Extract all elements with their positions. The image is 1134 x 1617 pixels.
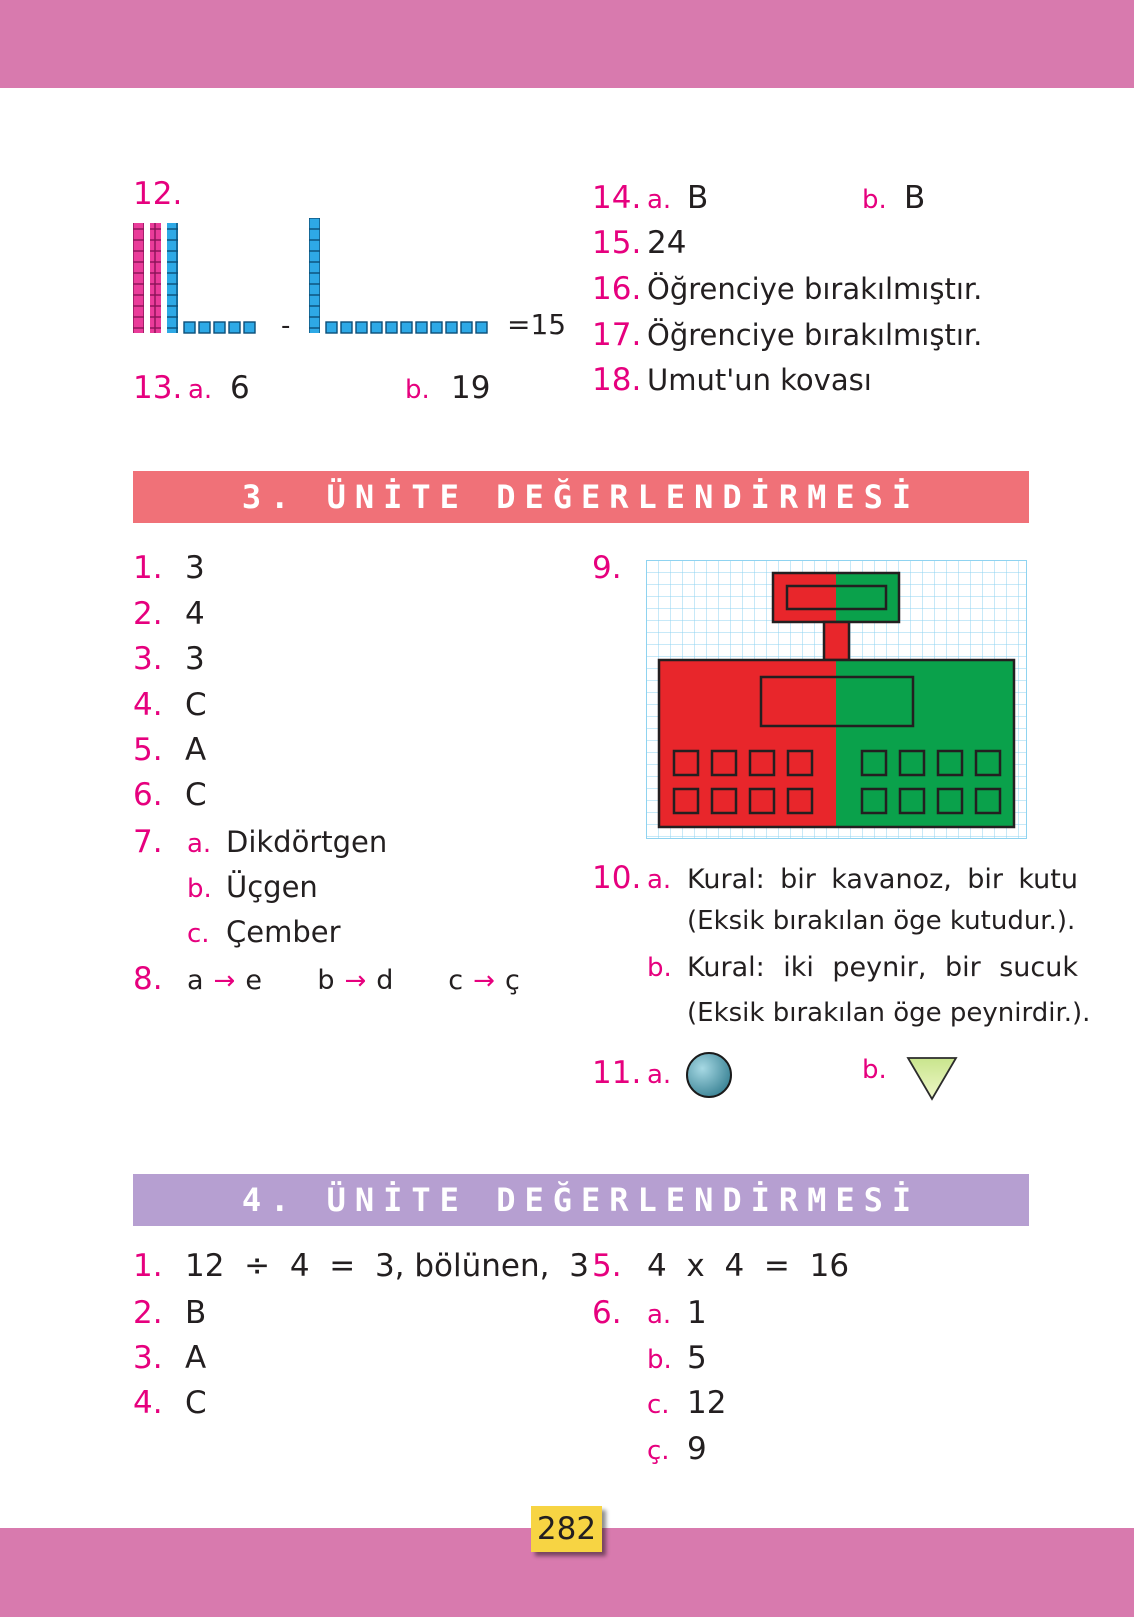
register-body-red [659, 660, 836, 827]
unit4-answer-1: 1. 12 ÷ 4 = 3, bölünen, 3 [133, 1248, 589, 1284]
unit3-answer-3: 3. 3 [133, 641, 205, 677]
unit4-q6-c: c. 12 [647, 1385, 727, 1421]
unit3-answer-5: 5. A [133, 732, 207, 768]
q14: 14. a. B b. B [592, 180, 926, 216]
minus-sign: - [281, 311, 291, 341]
ones-units-left [184, 322, 255, 333]
q18: 18. Umut'un kovası [592, 362, 872, 398]
unit3-answer-4: 4. C [133, 687, 207, 723]
unit3-q11-b: b. [862, 1055, 887, 1085]
q13: 13. a. 6 b. 19 [133, 370, 491, 406]
unit3-q9-number: 9. [592, 550, 622, 586]
circle-shape-icon [684, 1050, 734, 1100]
top-band [0, 0, 1134, 88]
unit3-title: 3. ÜNİTE DEĞERLENDİRMESİ [241, 478, 921, 516]
page-number: 282 [531, 1506, 602, 1552]
q15: 15. 24 [592, 225, 687, 261]
tens-rod-blue-2 [309, 218, 320, 333]
q12-result: =15 [507, 308, 567, 341]
base-ten-blocks-figure [133, 218, 567, 348]
unit3-q7-b: b. Üçgen [187, 870, 318, 904]
unit3-answer-1: 1. 3 [133, 550, 205, 586]
q16: 16. Öğrenciye bırakılmıştır. [592, 271, 983, 307]
cash-register-grid-figure [646, 560, 1027, 839]
tens-rod-blue-1 [167, 223, 178, 333]
unit3-q10-a-line1: 10. a. Kural: bir kavanoz, bir kutu [592, 860, 1078, 896]
triangle-shape-icon [905, 1054, 959, 1102]
unit4-header [133, 1174, 1029, 1226]
arrow-icon: → [473, 966, 495, 996]
unit3-q8: 8. a → e b → d c → ç [133, 961, 520, 997]
unit4-answer-3: 3. A [133, 1340, 207, 1376]
unit3-q7-a: 7. a. Dikdörtgen [133, 824, 388, 860]
unit4-title: 4. ÜNİTE DEĞERLENDİRMESİ [241, 1181, 921, 1219]
arrow-icon: → [213, 966, 236, 996]
tens-rod-pink-1 [133, 223, 144, 333]
unit3-answer-6: 6. C [133, 777, 207, 813]
unit4-q6-c-cedilla: ç. 9 [647, 1431, 707, 1467]
register-display-red [773, 573, 836, 622]
unit3-answer-2: 2. 4 [133, 596, 205, 632]
unit4-answer-2: 2. B [133, 1295, 207, 1331]
unit4-q6-a: 6. a. 1 [592, 1295, 707, 1331]
unit3-q10-b-line1: b. Kural: iki peynir, bir sucuk [647, 952, 1078, 983]
unit4-q6-b: b. 5 [647, 1340, 707, 1376]
arrow-icon: → [344, 966, 367, 996]
unit3-q7-c: c. Çember [187, 915, 341, 949]
unit4-q5: 5. 4 x 4 = 16 [592, 1248, 850, 1284]
tens-rod-pink-2 [150, 223, 161, 333]
q12-number: 12. [133, 176, 183, 212]
q17: 17. Öğrenciye bırakılmıştır. [592, 317, 983, 353]
unit4-answer-4: 4. C [133, 1385, 207, 1421]
ones-units-right [326, 322, 487, 333]
unit3-header [133, 471, 1029, 523]
register-display-green [836, 573, 899, 622]
unit3-q11: 11. a. [592, 1055, 672, 1091]
unit3-q10-b-line2: (Eksik bırakılan öge peynirdir.). [687, 998, 1091, 1028]
unit3-q10-a-line2: (Eksik bırakılan öge kutudur.). [687, 906, 1076, 936]
register-neck [824, 622, 849, 660]
